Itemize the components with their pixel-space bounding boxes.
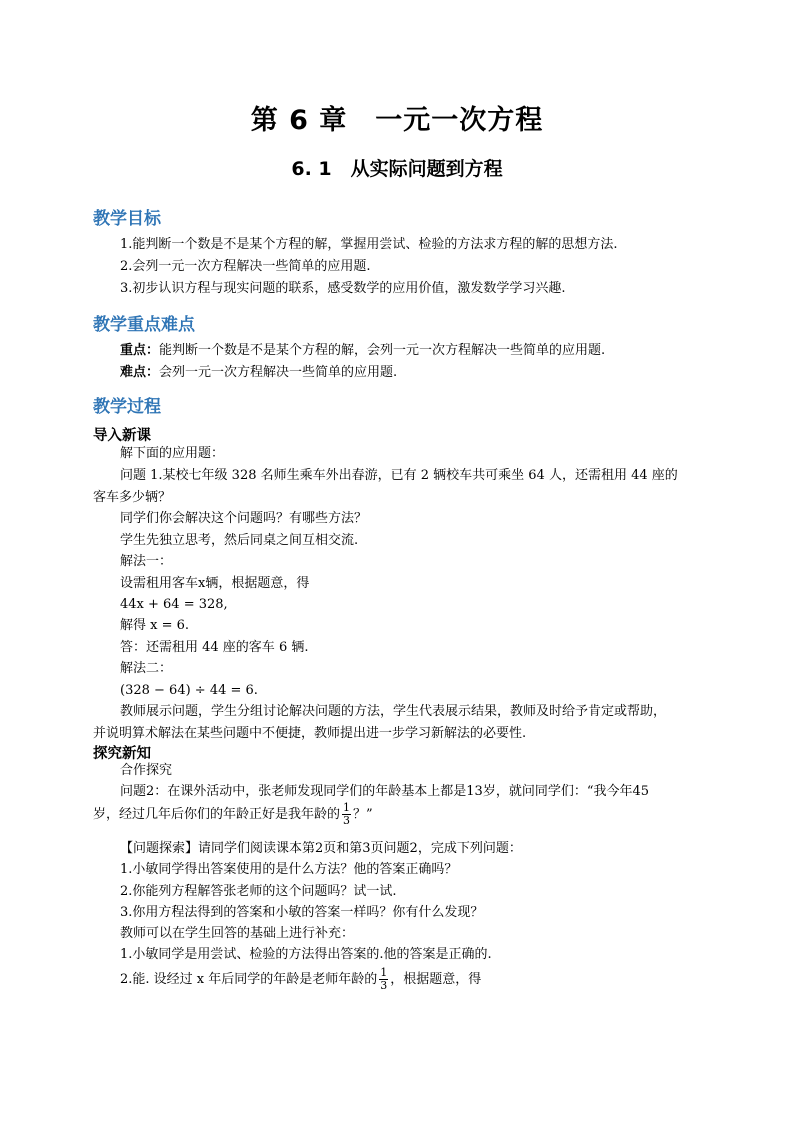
explore-line-with-fraction xyxy=(120,967,481,992)
section-title: 6. 1 从实际问题到方程 xyxy=(291,158,503,180)
fraction-denominator: 3 xyxy=(343,814,351,827)
explore-line: 2.你能列方程解答张老师的这个问题吗？试一试. xyxy=(120,884,397,899)
intro-line: 答：还需租用 44 座的客车 6 辆. xyxy=(120,640,309,655)
intro-line: 解法一： xyxy=(120,554,173,569)
objective-item: 1.能判断一个数是不是某个方程的解，掌握用尝试、检验的方法求方程的解的思想方法. xyxy=(120,237,618,252)
intro-heading: 导入新课 xyxy=(93,428,151,444)
key-point-line xyxy=(120,342,605,360)
difficulty-text: 会列一元一次方程解决一些简单的应用题. xyxy=(159,365,398,380)
explore-line-with-fraction xyxy=(93,802,373,827)
explore-heading: 探究新知 xyxy=(93,746,151,762)
explore-line: 教师可以在学生回答的基础上进行补充： xyxy=(120,926,355,941)
process-heading: 教学过程 xyxy=(93,397,161,417)
intro-line: 教师展示问题，学生分组讨论解决问题的方法，学生代表展示结果，教师及时给予肯定或帮助， xyxy=(120,704,667,719)
explore-line: 1.小敏同学是用尝试、检验的方法得出答案的.他的答案是正确的. xyxy=(120,947,492,962)
intro-line: 学生先独立思考，然后同桌之间互相交流. xyxy=(120,533,359,548)
fraction-one-third xyxy=(342,802,351,827)
explore-line: 【问题探索】请同学们阅读课本第2页和第3页问题2，完成下列问题： xyxy=(120,841,522,856)
objectives-heading: 教学目标 xyxy=(93,209,161,229)
explore-text: ，根据题意，得 xyxy=(390,972,482,987)
intro-line: 问题 1.某校七年级 328 名师生乘车外出春游，已有 2 辆校车共可乘坐 64 人，还需租用 44 座的 xyxy=(120,468,678,483)
intro-line: 设需租用客车x辆，根据题意，得 xyxy=(120,576,310,591)
fraction-one-third xyxy=(379,967,388,992)
intro-line: (328 − 64) ÷ 44 = 6. xyxy=(120,683,258,698)
key-label: 重点： xyxy=(120,343,160,358)
intro-line: 解法二： xyxy=(120,661,173,676)
chapter-title: 第 6 章 一元一次方程 xyxy=(250,105,544,136)
explore-line: 1.小敏同学得出答案使用的是什么方法？他的答案正确吗？ xyxy=(120,862,458,877)
intro-line: 并说明算术解法在某些问题中不便捷，教师提出进一步学习新解法的必要性. xyxy=(93,726,527,741)
difficulty-line xyxy=(120,364,397,382)
fraction-numerator: 1 xyxy=(343,801,351,814)
key-text: 能判断一个数是不是某个方程的解，会列一元一次方程解决一些简单的应用题. xyxy=(159,343,606,358)
objective-item: 3.初步认识方程与现实问题的联系，感受数学的应用价值，激发数学学习兴趣. xyxy=(120,281,566,296)
intro-line: 44x + 64 = 328, xyxy=(120,597,228,612)
intro-line: 客车多少辆？ xyxy=(93,490,172,505)
intro-line: 同学们你会解决这个问题吗？有哪些方法？ xyxy=(120,511,368,526)
objective-item: 2.会列一元一次方程解决一些简单的应用题. xyxy=(120,259,371,274)
explore-line: 问题2：在课外活动中，张老师发现同学们的年龄基本上都是13岁，就问同学们：“我今年45 xyxy=(120,784,650,799)
explore-text: 岁，经过几年后你们的年龄正好是我年龄的 xyxy=(93,807,341,822)
explore-line: 合作探究 xyxy=(120,763,173,778)
intro-line: 解得 x = 6. xyxy=(120,618,190,633)
fraction-numerator: 1 xyxy=(380,966,388,979)
explore-text: ？” xyxy=(353,807,373,822)
intro-line: 解下面的应用题： xyxy=(120,446,225,461)
fraction-denominator: 3 xyxy=(380,979,388,992)
keypoints-heading: 教学重点难点 xyxy=(93,315,195,335)
explore-line: 3.你用方程法得到的答案和小敏的答案一样吗？你有什么发现？ xyxy=(120,905,484,920)
explore-text: 2.能. 设经过 x 年后同学的年龄是老师年龄的 xyxy=(120,972,378,987)
difficulty-label: 难点： xyxy=(120,365,160,380)
